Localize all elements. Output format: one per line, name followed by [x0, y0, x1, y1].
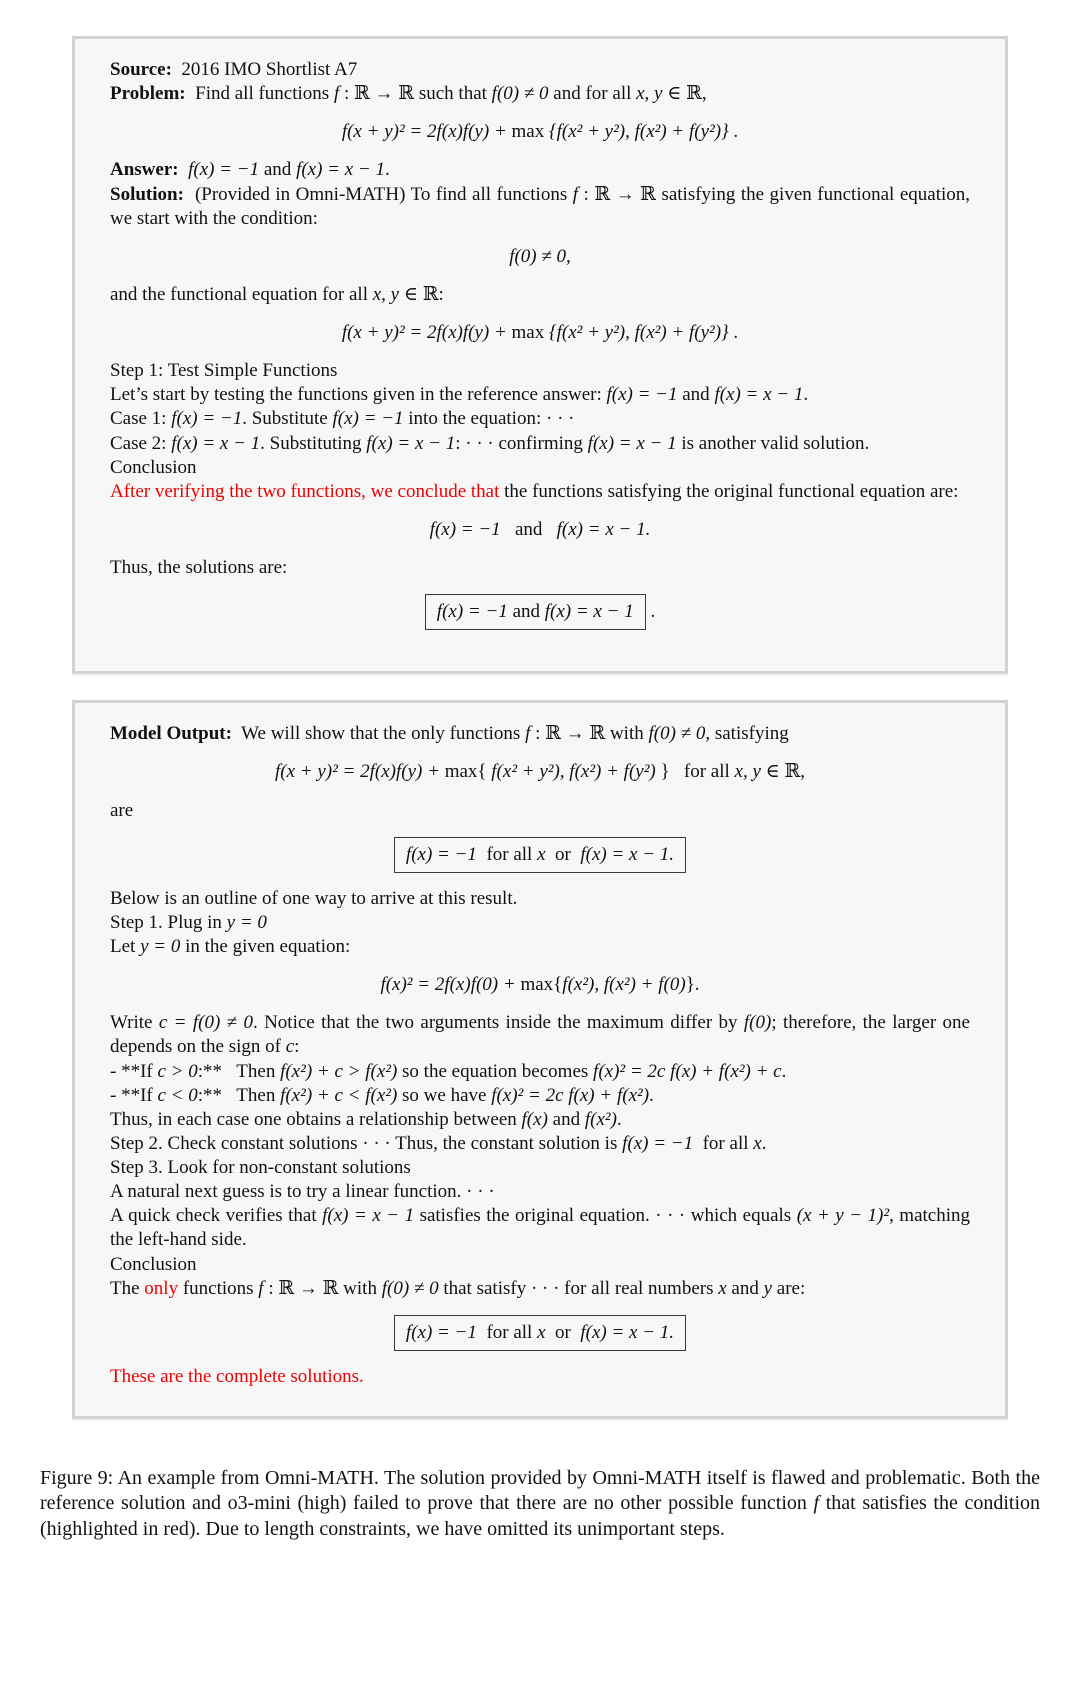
text-segment: c [285, 1036, 295, 1058]
text-segment: x, y [636, 83, 663, 105]
text-segment: the functions satisfying the original functional equation are: [499, 480, 959, 502]
text-segment: f(x) = −1 [436, 601, 508, 623]
text-segment: are [110, 799, 134, 821]
text-segment: Thus, the solutions are: [110, 557, 288, 578]
text-segment: and [677, 384, 715, 406]
text-segment: . [385, 159, 390, 181]
text-segment: Step 3. Look for non-constant solutions [110, 1157, 411, 1178]
model-functional-equation [110, 760, 970, 784]
text-segment: f(0) ≠ 0 [381, 1277, 439, 1299]
problem-equation [110, 120, 970, 144]
text-segment: and the functional equation for all [110, 283, 373, 305]
text-segment: }. [685, 974, 700, 996]
only-claim-line [110, 1277, 970, 1301]
text-segment: ∈ ℝ, [760, 761, 805, 783]
text-segment: :** Then [197, 1060, 281, 1082]
text-segment: The [110, 1277, 145, 1299]
model-output-intro [110, 722, 970, 746]
text-segment: and [507, 601, 545, 623]
text-segment: f(x + y)² = 2f(x)f(y) + [341, 121, 512, 143]
conclusion-heading [110, 456, 970, 480]
solutions-equation [110, 518, 970, 542]
text-segment: . [645, 601, 656, 623]
text-segment: . [616, 1108, 622, 1130]
text-segment: and [259, 159, 297, 181]
text-segment: : ℝ → ℝ with [530, 723, 649, 745]
paper-figure-page [0, 36, 1080, 1695]
text-segment: f [333, 83, 340, 105]
boxed-answer-frame [425, 594, 646, 630]
text-segment: Step 1. Plug in [110, 911, 227, 933]
text-segment: f(x) = x − 1 [714, 384, 804, 406]
text-segment: Thus, in each case one obtains a relationship between [110, 1108, 522, 1130]
text-segment: (Provided in Omni-MATH) To find all functions [183, 183, 573, 205]
text-segment: Problem: [110, 83, 186, 105]
text-segment: . [761, 1132, 767, 1154]
text-segment: Conclusion [110, 456, 197, 478]
text-segment: c < 0 [157, 1084, 198, 1106]
text-segment: Case 1: [110, 408, 172, 430]
text-segment: f(x²) + c < f(x²) [280, 1084, 398, 1106]
text-segment: Step 1: Test Simple Functions [110, 360, 338, 382]
text-segment: x, y [372, 283, 400, 305]
text-segment: A quick check verifies that [110, 1205, 323, 1227]
text-segment: for all [476, 1321, 538, 1343]
text-segment: Conclusion [110, 1253, 197, 1275]
are-line [110, 799, 970, 823]
text-segment: f(x)² = 2c f(x) + f(x²) + c [593, 1060, 782, 1082]
text-segment: 2016 IMO Shortlist A7 [171, 59, 358, 80]
text-segment: f(0) ≠ 0 [491, 83, 549, 105]
text-segment: f [525, 723, 531, 745]
case-c-positive [110, 1060, 970, 1084]
problem-line [110, 82, 970, 106]
text-segment: : ℝ → ℝ with [263, 1277, 382, 1299]
text-segment: . [803, 384, 809, 406]
thus-line [110, 556, 970, 580]
text-segment: f(x + y)² = 2f(x)f(y) + [274, 761, 445, 783]
text-segment: :** Then [197, 1084, 281, 1106]
text-segment: : ℝ → ℝ satisfying the given functional equation, we start with the condition: [110, 183, 970, 229]
text-segment: only [144, 1277, 179, 1299]
text-segment: and [726, 1277, 764, 1299]
step2-line [110, 1132, 970, 1156]
text-segment: f(0) [743, 1012, 772, 1034]
text-segment: f(x² + y²), f(x²) + f(y²) [486, 761, 656, 783]
step1-text [110, 383, 970, 407]
equation-intro [110, 283, 970, 307]
text-segment: : · · · confirming [455, 432, 588, 454]
text-segment: . [728, 322, 739, 343]
text-segment: Source: [110, 59, 172, 80]
text-segment: f(x)² = 2c f(x) + f(x²) [491, 1084, 650, 1106]
text-segment: - **If [110, 1060, 158, 1082]
text-segment: x [537, 1321, 546, 1343]
text-segment: . [781, 1060, 787, 1082]
text-segment: - **If [110, 1084, 158, 1106]
text-segment: . [649, 1084, 654, 1106]
solution-intro [110, 183, 970, 231]
text-segment: in the given equation: [180, 936, 351, 957]
condition-equation [110, 245, 970, 269]
text-segment: f(x) = −1 [622, 1132, 694, 1154]
step1-text [110, 935, 970, 959]
text-segment: that satisfy · · · for all real numbers [438, 1277, 719, 1299]
text-segment: max [511, 121, 545, 143]
functional-equation [110, 321, 970, 345]
step1-heading [110, 911, 970, 935]
text-segment: into the equation: · · · [403, 408, 575, 430]
text-segment: f(x) = x − 1. [556, 518, 651, 540]
text-segment: Figure 9: An example from Omni-MATH. The solution provided by Omni-MATH itself is flawed and problematic. Both the reference solution and o3-mini (high) failed to prove that there are no other possible function [40, 1467, 1040, 1515]
model-output-box [72, 700, 1008, 1419]
text-segment: is another valid solution. [676, 432, 870, 454]
text-segment: f(x) = x − 1 [296, 159, 386, 181]
text-segment: ; therefore, the larger one depends on the sign of [110, 1012, 970, 1058]
text-segment: (x + y − 1)² [796, 1205, 890, 1227]
text-segment: max [511, 322, 545, 343]
text-segment: y = 0 [140, 936, 181, 957]
text-segment: f(x) = x − 1 [171, 432, 261, 454]
flawed-claim [110, 480, 970, 504]
case2-text [110, 432, 970, 456]
step1-heading [110, 359, 970, 383]
text-segment: . [728, 121, 739, 143]
model-output-content [110, 722, 970, 1389]
text-segment: satisfies the original equation. · · · which equals [414, 1205, 797, 1227]
text-segment: : ℝ → ℝ such that [339, 83, 492, 105]
text-segment [179, 159, 189, 180]
linear-guess-line [110, 1180, 970, 1204]
step3-heading [110, 1156, 970, 1180]
text-segment: f [258, 1277, 264, 1299]
text-segment: These are the complete solutions. [110, 1365, 364, 1387]
case1-text [110, 407, 970, 431]
figure-caption-text [40, 1466, 1040, 1542]
relationship-line [110, 1108, 970, 1132]
text-segment: that satisfies the condition (highlighted in red). Due to length constraints, we have omitted its unimportant steps. [40, 1492, 1041, 1540]
text-segment: ∈ ℝ, [662, 83, 707, 105]
text-segment: Answer: [110, 159, 179, 181]
text-segment: Below is an outline of one way to arrive at this result. [110, 887, 518, 909]
text-segment: and for all [548, 83, 637, 105]
text-segment: {f(x² + y²), f(x²) + f(y²)} [544, 322, 729, 343]
text-segment: f(x) = −1 [332, 408, 404, 430]
complete-solutions-claim [110, 1365, 970, 1389]
boxed-answer-frame [394, 1315, 686, 1351]
write-c-text [110, 1011, 970, 1059]
text-segment: x [753, 1132, 762, 1154]
text-segment: Case 2: [110, 432, 172, 454]
plugged-equation [110, 973, 970, 997]
text-segment: functions [178, 1277, 259, 1299]
text-segment: f(x) [521, 1108, 548, 1130]
text-segment: Write [110, 1012, 159, 1034]
text-segment: and [500, 518, 557, 540]
case-c-negative [110, 1084, 970, 1108]
text-segment: f(x²) [584, 1108, 617, 1130]
text-segment: f(x²), f(x²) + f(0) [562, 974, 686, 996]
text-segment: and [547, 1108, 585, 1130]
text-segment: . Substitute [242, 408, 333, 430]
quick-check-line [110, 1204, 970, 1252]
text-segment: We will show that the only functions [231, 723, 526, 745]
text-segment: or [545, 843, 581, 865]
text-segment: x [537, 843, 546, 865]
text-segment: ∈ ℝ: [399, 283, 444, 305]
source-line [110, 58, 970, 82]
text-segment: A natural next guess is to try a linear function. · · · [110, 1181, 495, 1203]
text-segment: max{ [520, 974, 563, 996]
text-segment: are: [772, 1277, 806, 1299]
text-segment: f(0) ≠ 0 [648, 723, 706, 745]
text-segment: , matching the left-hand side. [110, 1205, 971, 1251]
text-segment: f(x) = −1 [188, 159, 260, 181]
text-segment: f(0) ≠ 0, [509, 245, 571, 267]
text-segment: f [572, 183, 579, 205]
text-segment: or [545, 1321, 581, 1343]
conclusion-heading [110, 1253, 970, 1277]
text-segment: f(x + y)² = 2f(x)f(y) + [341, 322, 512, 343]
final-answer-box [110, 594, 970, 630]
text-segment: f(x) = −1 [405, 843, 477, 865]
text-segment: f(x) = x − 1 [544, 601, 634, 623]
text-segment: f(x) = x − 1 [587, 432, 677, 454]
answer-line [110, 158, 970, 182]
text-segment: f(x²) + c > f(x²) [280, 1060, 398, 1082]
reference-solution-content [110, 58, 970, 630]
figure-caption [40, 1466, 1040, 1542]
text-segment: : [294, 1036, 300, 1058]
text-segment: Let [110, 936, 141, 957]
model-answer-box [110, 837, 970, 873]
text-segment: f(x) = −1 [171, 408, 243, 430]
text-segment: c > 0 [157, 1060, 198, 1082]
text-segment: . Notice that the two arguments inside the maximum differ by [252, 1012, 744, 1034]
boxed-answer-frame [394, 837, 686, 873]
text-segment: Model Output: [110, 723, 232, 745]
text-segment: Let’s start by testing the functions given in the reference answer: [110, 384, 607, 406]
text-segment: c = f(0) ≠ 0 [158, 1012, 253, 1034]
text-segment: , satisfying [705, 723, 789, 745]
text-segment: {f(x² + y²), f(x²) + f(y²)} [544, 121, 729, 143]
text-segment: Solution: [110, 183, 184, 205]
text-segment: for all [476, 843, 538, 865]
text-segment: f [813, 1492, 820, 1515]
text-segment: y = 0 [226, 911, 267, 933]
text-segment: f(x) = x − 1 [366, 432, 456, 454]
text-segment: y [763, 1277, 773, 1299]
text-segment: x, y [734, 761, 761, 783]
text-segment: x [718, 1277, 727, 1299]
outline-line [110, 887, 970, 911]
text-segment: . Substituting [260, 432, 367, 454]
reference-solution-box [72, 36, 1008, 674]
text-segment: f(x) = x − 1. [580, 843, 675, 865]
text-segment: f(x) = −1 [405, 1321, 477, 1343]
text-segment: f(x) = x − 1. [580, 1321, 675, 1343]
text-segment: Step 2. Check constant solutions · · · Thus, the constant solution is [110, 1132, 623, 1154]
text-segment: f(x) = −1 [429, 518, 501, 540]
text-segment: f(x) = −1 [606, 384, 678, 406]
text-segment: } for all [655, 761, 735, 783]
text-segment: max{ [444, 761, 487, 783]
text-segment: f(x) = x − 1 [322, 1205, 415, 1227]
model-final-answer-box [110, 1315, 970, 1351]
text-segment: After verifying the two functions, we conclude that [110, 480, 500, 502]
text-segment: so we have [397, 1084, 492, 1106]
text-segment: f(x)² = 2f(x)f(0) + [380, 974, 521, 996]
text-segment: so the equation becomes [397, 1060, 594, 1082]
text-segment: for all [693, 1132, 754, 1154]
text-segment: Find all functions [185, 83, 334, 105]
